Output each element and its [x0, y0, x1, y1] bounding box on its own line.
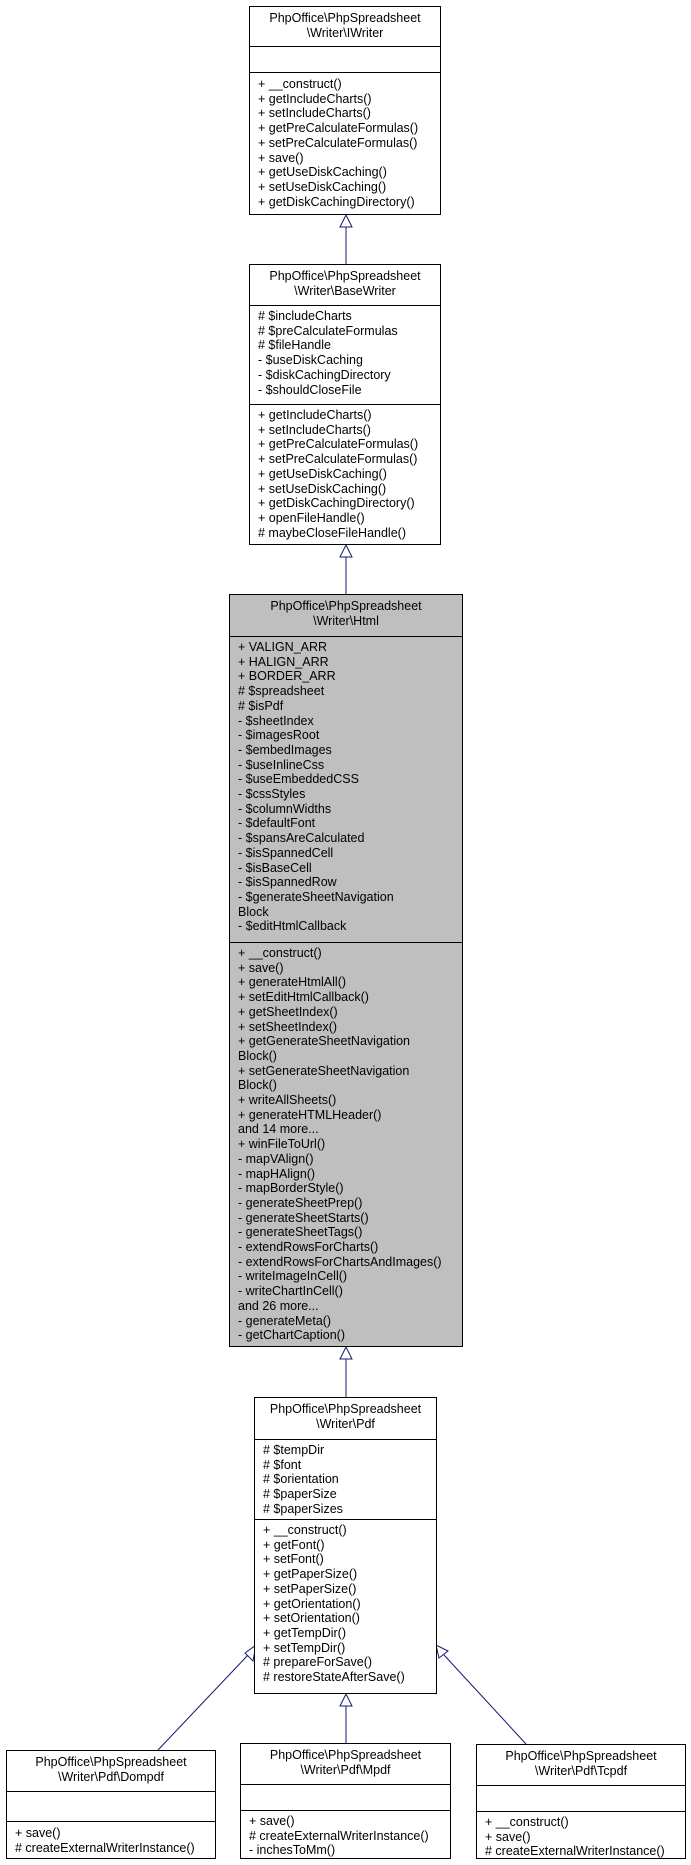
method-line: + __construct()	[258, 77, 342, 91]
method-line: + setOrientation()	[263, 1611, 360, 1626]
method-line: Block()	[238, 1078, 277, 1093]
class-box-basewriter[interactable]	[249, 264, 441, 545]
attribute-line: # $font	[263, 1457, 302, 1472]
class-name-line: \Writer\Pdf	[316, 1417, 375, 1431]
method-line: + getFont()	[263, 1537, 325, 1552]
class-name-line: PhpOffice\PhpSpreadsheet	[269, 269, 421, 283]
method-line: # createExternalWriterInstance()	[485, 1844, 665, 1859]
attribute-line: - $columnWidths	[238, 801, 332, 816]
attribute-line: # $tempDir	[263, 1443, 325, 1457]
method-line: + generateHTMLHeader()	[238, 1107, 382, 1122]
method-line: + save()	[485, 1829, 531, 1844]
method-line: + save()	[15, 1826, 61, 1840]
class-name-line: \Writer\IWriter	[306, 26, 384, 40]
attribute-line: - $isBaseCell	[238, 860, 312, 875]
method-line: - generateMeta()	[238, 1313, 332, 1328]
attribute-line: - $cssStyles	[238, 787, 306, 802]
method-line: + setIncludeCharts()	[258, 106, 371, 121]
method-line: + setFont()	[263, 1552, 324, 1567]
method-line: - extendRowsForCharts()	[238, 1240, 379, 1255]
attribute-line: - $isSpannedCell	[238, 845, 334, 860]
class-name-line: PhpOffice\PhpSpreadsheet	[269, 11, 421, 25]
attributes-section	[241, 1784, 450, 1810]
class-name-line: \Writer\Pdf\Dompdf	[57, 1770, 165, 1784]
methods-section	[477, 1811, 685, 1859]
class-title	[255, 1398, 436, 1439]
method-line: + winFileToUrl()	[238, 1137, 326, 1152]
method-line: and 14 more...	[238, 1122, 319, 1137]
class-title	[230, 595, 462, 636]
attribute-line: # $spreadsheet	[238, 684, 325, 699]
method-line: + getDiskCachingDirectory()	[258, 496, 415, 511]
method-line: # prepareForSave()	[263, 1655, 373, 1670]
attributes-section	[477, 1785, 685, 1811]
method-line: + getIncludeCharts()	[258, 408, 372, 422]
method-line: - extendRowsForChartsAndImages()	[238, 1254, 442, 1269]
method-line: + getTempDir()	[263, 1625, 347, 1640]
methods-section	[255, 1519, 436, 1685]
method-line: + setGenerateSheetNavigation	[238, 1063, 410, 1078]
attribute-line: - $spansAreCalculated	[238, 831, 365, 846]
attribute-line: Block	[238, 904, 269, 919]
attribute-line: - $useInlineCss	[238, 757, 325, 772]
method-line: - writeImageInCell()	[238, 1269, 348, 1284]
class-name-line: \Writer\BaseWriter	[294, 284, 396, 298]
class-name-line: PhpOffice\PhpSpreadsheet	[270, 599, 422, 613]
class-title	[477, 1745, 685, 1785]
methods-section	[241, 1810, 450, 1858]
attribute-line: + VALIGN_ARR	[238, 640, 328, 654]
class-box-dompdf[interactable]	[6, 1750, 216, 1859]
method-line: + getPreCalculateFormulas()	[258, 437, 419, 452]
method-line: - mapBorderStyle()	[238, 1181, 344, 1196]
method-line: + save()	[258, 150, 304, 165]
method-line: + save()	[238, 960, 284, 975]
method-line: + __construct()	[263, 1523, 347, 1537]
attributes-section	[250, 46, 440, 72]
edge-tcpdf-to-pdf	[436, 1645, 526, 1744]
attribute-line: - $useDiskCaching	[258, 353, 363, 368]
method-line: + __construct()	[238, 946, 322, 960]
method-line: + getUseDiskCaching()	[258, 466, 387, 481]
attributes-section	[250, 305, 440, 404]
method-line: + openFileHandle()	[258, 510, 365, 525]
class-name-line: \Writer\Pdf\Mpdf	[300, 1763, 391, 1777]
method-line: + setIncludeCharts()	[258, 422, 371, 437]
methods-section	[250, 72, 440, 209]
method-line: + writeAllSheets()	[238, 1093, 337, 1108]
class-name-line: PhpOffice\PhpSpreadsheet	[269, 1748, 422, 1762]
method-line: + getIncludeCharts()	[258, 91, 372, 106]
method-line: - inchesToMm()	[249, 1843, 336, 1858]
class-box-iwriter[interactable]	[249, 6, 441, 215]
method-line: # restoreStateAfterSave()	[263, 1670, 405, 1685]
edge-html-to-basewriter	[340, 545, 352, 594]
attribute-line: # $paperSize	[263, 1487, 337, 1502]
class-name-line: PhpOffice\PhpSpreadsheet	[505, 1749, 657, 1763]
attribute-line: + HALIGN_ARR	[238, 654, 329, 669]
method-line: - generateSheetStarts()	[238, 1210, 369, 1225]
class-box-pdf[interactable]	[254, 1397, 437, 1694]
methods-section	[250, 404, 440, 540]
class-title	[241, 1744, 450, 1784]
class-box-tcpdf[interactable]	[476, 1744, 686, 1859]
class-box-mpdf[interactable]	[240, 1743, 451, 1859]
method-line: Block()	[238, 1048, 277, 1063]
methods-section	[7, 1821, 215, 1855]
method-line: # createExternalWriterInstance()	[249, 1828, 429, 1843]
method-line: + setPreCalculateFormulas()	[258, 452, 418, 467]
attribute-line: - $useEmbeddedCSS	[238, 772, 359, 787]
method-line: - mapVAlign()	[238, 1151, 314, 1166]
method-line: + getPaperSize()	[263, 1567, 358, 1582]
attribute-line: # $preCalculateFormulas	[258, 323, 398, 338]
attribute-line: - $generateSheetNavigation	[238, 889, 394, 904]
methods-section	[230, 942, 462, 1343]
attribute-line: # $fileHandle	[258, 338, 331, 353]
method-line: + setPreCalculateFormulas()	[258, 135, 418, 150]
method-line: + getOrientation()	[263, 1596, 361, 1611]
edge-basewriter-to-iwriter	[340, 215, 352, 264]
attribute-line: # $paperSizes	[263, 1501, 343, 1516]
method-line: + save()	[249, 1814, 295, 1828]
method-line: + generateHtmlAll()	[238, 975, 347, 990]
attribute-line: - $shouldCloseFile	[258, 382, 362, 397]
attribute-line: # $isPdf	[238, 698, 284, 713]
class-name-line: \Writer\Html	[313, 614, 379, 628]
attributes-section	[230, 636, 462, 942]
method-line: - generateSheetPrep()	[238, 1195, 363, 1210]
edge-pdf-to-html	[340, 1347, 352, 1397]
attribute-line: + BORDER_ARR	[238, 669, 336, 684]
method-line: + getPreCalculateFormulas()	[258, 121, 419, 136]
attribute-line: - $sheetIndex	[238, 713, 314, 728]
method-line: + setSheetIndex()	[238, 1019, 338, 1034]
attribute-line: - $diskCachingDirectory	[258, 367, 391, 382]
attribute-line: # $includeCharts	[258, 309, 352, 323]
class-box-html[interactable]	[229, 594, 463, 1347]
method-line: + setTempDir()	[263, 1640, 346, 1655]
attribute-line: - $embedImages	[238, 742, 332, 757]
attribute-line: - $isSpannedRow	[238, 875, 337, 890]
class-name-line: PhpOffice\PhpSpreadsheet	[269, 1402, 422, 1416]
class-title	[250, 265, 440, 305]
class-title	[7, 1751, 215, 1791]
class-name-line: PhpOffice\PhpSpreadsheet	[35, 1755, 187, 1769]
method-line: + getUseDiskCaching()	[258, 165, 387, 180]
attribute-line: - $imagesRoot	[238, 728, 320, 743]
method-line: + setUseDiskCaching()	[258, 481, 387, 496]
method-line: + getGenerateSheetNavigation	[238, 1034, 410, 1049]
method-line: - mapHAlign()	[238, 1166, 316, 1181]
method-line: # maybeCloseFileHandle()	[258, 525, 406, 540]
method-line: - writeChartInCell()	[238, 1284, 343, 1299]
method-line: + __construct()	[485, 1815, 569, 1829]
edge-dompdf-to-pdf	[158, 1645, 256, 1750]
method-line: + setEditHtmlCallback()	[238, 990, 369, 1005]
attributes-section	[255, 1439, 436, 1519]
method-line: # createExternalWriterInstance()	[15, 1840, 195, 1855]
attribute-line: # $orientation	[263, 1472, 339, 1487]
method-line: + setPaperSize()	[263, 1581, 357, 1596]
method-line: + setUseDiskCaching()	[258, 179, 387, 194]
class-name-line: \Writer\Pdf\Tcpdf	[534, 1764, 628, 1778]
edge-mpdf-to-pdf	[340, 1694, 352, 1743]
attribute-line: - $defaultFont	[238, 816, 316, 831]
class-title	[250, 7, 440, 46]
method-line: and 26 more...	[238, 1298, 319, 1313]
method-line: + getDiskCachingDirectory()	[258, 194, 415, 209]
method-line: + getSheetIndex()	[238, 1004, 338, 1019]
method-line: - getChartCaption()	[238, 1328, 345, 1343]
attribute-line: - $editHtmlCallback	[238, 919, 347, 934]
method-line: - generateSheetTags()	[238, 1225, 363, 1240]
attributes-section	[7, 1791, 215, 1821]
